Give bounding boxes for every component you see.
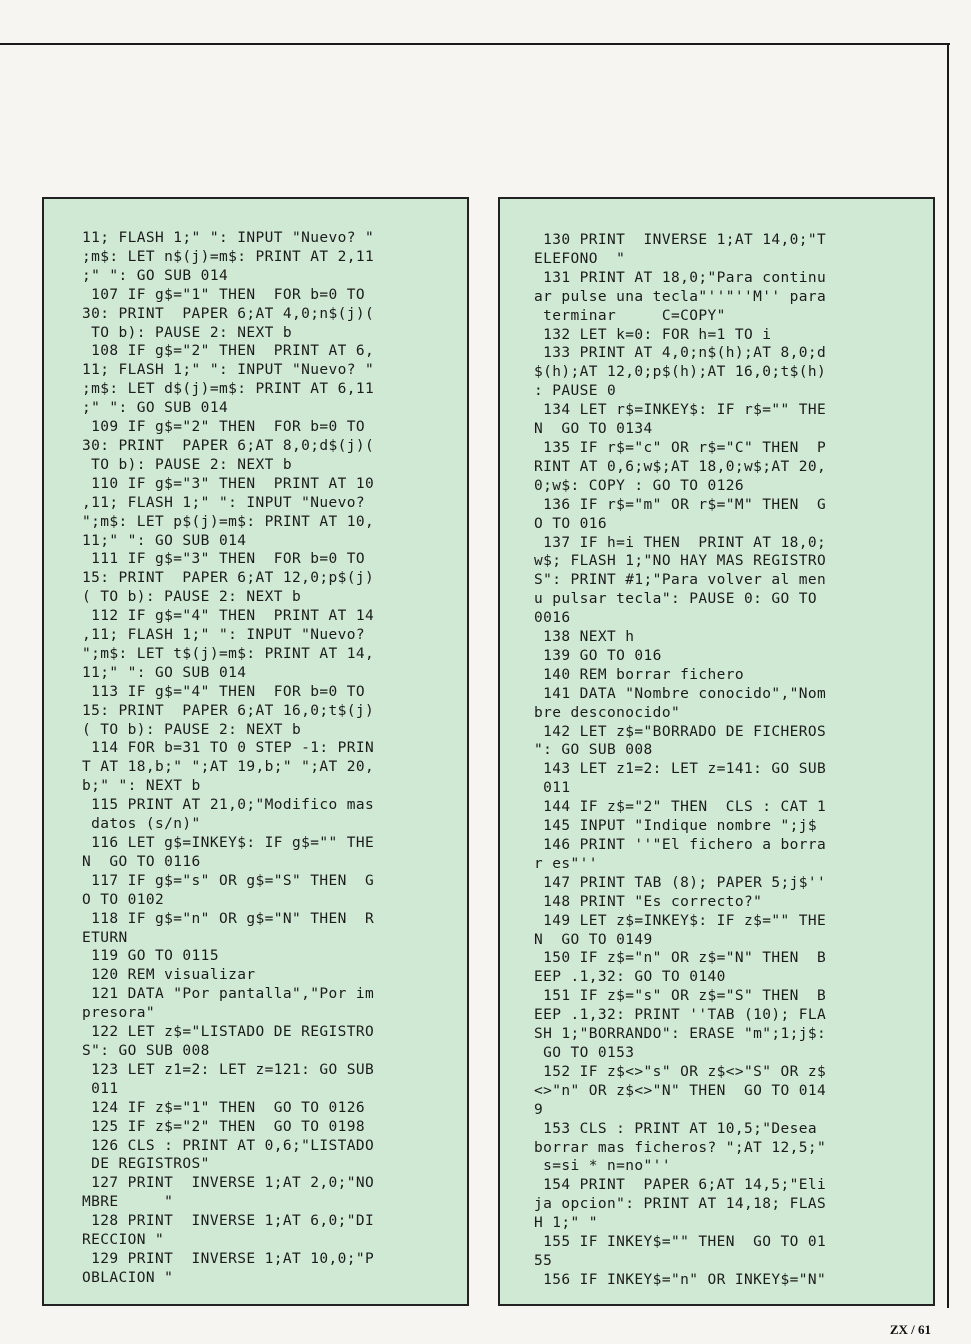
- code-line: 152 IF z$<>"s" OR z$<>"S" OR z$: [534, 1063, 827, 1080]
- code-line: 112 IF g$="4" THEN PRINT AT 14: [82, 608, 375, 625]
- code-line: 122 LET z$="LISTADO DE REGISTRO: [82, 1024, 375, 1041]
- code-line: DE REGISTROS": [82, 1156, 210, 1173]
- code-line: 123 LET z1=2: LET z=121: GO SUB: [82, 1061, 375, 1078]
- code-line: 145 INPUT "Indique nombre ";j$: [534, 818, 818, 835]
- code-line: r es"'': [534, 855, 598, 872]
- code-line: : PAUSE 0: [534, 383, 617, 400]
- code-line: 11;" ": GO SUB 014: [82, 532, 247, 549]
- code-line: RECCION ": [82, 1232, 165, 1249]
- listing-left-column: [42, 197, 469, 1306]
- code-line: borrar mas ficheros? ";AT 12,5;": [534, 1139, 827, 1156]
- code-line: 127 PRINT INVERSE 1;AT 2,0;"NO: [82, 1175, 375, 1192]
- code-line: 154 PRINT PAPER 6;AT 14,5;"Eli: [534, 1177, 827, 1194]
- code-line: N GO TO 0116: [82, 853, 201, 870]
- code-line: 118 IF g$="n" OR g$="N" THEN R: [82, 910, 375, 927]
- code-line: ;" ": GO SUB 014: [82, 267, 229, 284]
- code-line: bre desconocido": [534, 704, 681, 721]
- code-line: 11; FLASH 1;" ": INPUT "Nuevo? ": [82, 362, 375, 379]
- code-line: 113 IF g$="4" THEN FOR b=0 TO: [82, 683, 366, 700]
- code-line: H 1;" ": [534, 1215, 598, 1232]
- code-line: ETURN: [82, 929, 128, 946]
- code-line: 114 FOR b=31 TO 0 STEP -1: PRIN: [82, 740, 375, 757]
- code-line: 131 PRINT AT 18,0;"Para continu: [534, 269, 827, 286]
- top-rule: [0, 43, 950, 45]
- code-line: terminar C=COPY": [534, 307, 726, 324]
- code-line: SH 1;"BORRANDO": ERASE "m";1;j$:: [534, 1026, 827, 1043]
- code-line: 139 GO TO 016: [534, 647, 662, 664]
- code-line: 115 PRINT AT 21,0;"Modifico mas: [82, 797, 375, 814]
- code-line: O TO 016: [534, 515, 608, 532]
- code-line: ": GO SUB 008: [534, 742, 653, 759]
- code-line: w$; FLASH 1;"NO HAY MAS REGISTRO: [534, 553, 827, 570]
- code-line: datos (s/n)": [82, 816, 201, 833]
- code-line: 121 DATA "Por pantalla","Por im: [82, 986, 375, 1003]
- code-line: 138 NEXT h: [534, 629, 635, 646]
- code-line: 109 IF g$="2" THEN FOR b=0 TO: [82, 419, 366, 436]
- right-rule: [947, 43, 949, 1308]
- code-line: <>"n" OR z$<>"N" THEN GO TO 014: [534, 1082, 827, 1099]
- code-line: ;" ": GO SUB 014: [82, 400, 229, 417]
- code-line: 144 IF z$="2" THEN CLS : CAT 1: [534, 799, 827, 816]
- code-line: 30: PRINT PAPER 6;AT 8,0;d$(j)(: [82, 437, 375, 454]
- code-line: T AT 18,b;" ";AT 19,b;" ";AT 20,: [82, 759, 375, 776]
- code-line: 142 LET z$="BORRADO DE FICHEROS: [534, 723, 827, 740]
- code-line: EEP .1,32: GO TO 0140: [534, 969, 726, 986]
- code-line: 135 IF r$="c" OR r$="C" THEN P: [534, 439, 827, 456]
- code-line: ( TO b): PAUSE 2: NEXT b: [82, 589, 302, 606]
- code-line: 137 IF h=i THEN PRINT AT 18,0;: [534, 534, 827, 551]
- code-line: 146 PRINT ''"El fichero a borra: [534, 837, 827, 853]
- code-line: RINT AT 0,6;w$;AT 18,0;w$;AT 20,: [534, 458, 827, 475]
- code-line: 140 REM borrar fichero: [534, 666, 744, 683]
- code-line: 0;w$: COPY : GO TO 0126: [534, 477, 744, 494]
- code-line: 129 PRINT INVERSE 1;AT 10,0;"P: [82, 1250, 375, 1267]
- code-line: 155 IF INKEY$="" THEN GO TO 01: [534, 1234, 827, 1251]
- code-line: 132 LET k=0: FOR h=1 TO i: [534, 326, 772, 343]
- code-line: 11;" ": GO SUB 014: [82, 664, 247, 681]
- code-line: 147 PRINT TAB (8); PAPER 5;j$'': [534, 874, 827, 891]
- code-line: ELEFONO ": [534, 250, 626, 267]
- code-line: 15: PRINT PAPER 6;AT 16,0;t$(j): [82, 702, 375, 719]
- code-line: presora": [82, 1005, 156, 1022]
- code-line: ;m$: LET n$(j)=m$: PRINT AT 2,11: [82, 248, 375, 265]
- code-line: 148 PRINT "Es correcto?": [534, 893, 763, 910]
- code-line: S": PRINT #1;"Para volver al men: [534, 572, 827, 589]
- code-line: 0016: [534, 610, 571, 627]
- code-line: 15: PRINT PAPER 6;AT 12,0;p$(j): [82, 570, 375, 587]
- code-line: 11; FLASH 1;" ": INPUT "Nuevo? ": [82, 230, 375, 246]
- code-line: b;" ": NEXT b: [82, 778, 201, 795]
- code-line: EEP .1,32: PRINT ''TAB (10); FLA: [534, 1007, 827, 1024]
- code-line: 130 PRINT INVERSE 1;AT 14,0;"T: [534, 232, 827, 248]
- code-line: 134 LET r$=INKEY$: IF r$="" THE: [534, 402, 827, 419]
- code-line: 126 CLS : PRINT AT 0,6;"LISTADO: [82, 1137, 375, 1154]
- code-line: TO b): PAUSE 2: NEXT b: [82, 456, 292, 473]
- code-line: 150 IF z$="n" OR z$="N" THEN B: [534, 950, 827, 967]
- code-line: 124 IF z$="1" THEN GO TO 0126: [82, 1099, 366, 1116]
- code-line: TO b): PAUSE 2: NEXT b: [82, 324, 292, 341]
- code-line: 30: PRINT PAPER 6;AT 4,0;n$(j)(: [82, 305, 375, 322]
- code-line: 011: [534, 780, 571, 797]
- code-line: 149 LET z$=INKEY$: IF z$="" THE: [534, 912, 827, 929]
- code-line: MBRE ": [82, 1194, 174, 1211]
- code-line: 116 LET g$=INKEY$: IF g$="" THE: [82, 835, 375, 851]
- code-line: O TO 0102: [82, 891, 165, 908]
- code-line: GO TO 0153: [534, 1044, 635, 1061]
- code-line: ;m$: LET d$(j)=m$: PRINT AT 6,11: [82, 381, 375, 398]
- code-line: S": GO SUB 008: [82, 1042, 210, 1059]
- code-line: 107 IF g$="1" THEN FOR b=0 TO: [82, 286, 366, 303]
- code-line: ,11; FLASH 1;" ": INPUT "Nuevo?: [82, 627, 366, 644]
- code-line: 108 IF g$="2" THEN PRINT AT 6,: [82, 343, 375, 360]
- code-line: 133 PRINT AT 4,0;n$(h);AT 8,0;d: [534, 345, 827, 362]
- code-line: ar pulse una tecla"''"''M'' para: [534, 288, 827, 305]
- listing-right-column: [498, 197, 935, 1306]
- code-line: 141 DATA "Nombre conocido","Nom: [534, 685, 827, 702]
- code-line: u pulsar tecla": PAUSE 0: GO TO: [534, 591, 818, 608]
- code-line: ,11; FLASH 1;" ": INPUT "Nuevo?: [82, 494, 366, 511]
- code-line: ( TO b): PAUSE 2: NEXT b: [82, 721, 302, 738]
- code-line: N GO TO 0149: [534, 931, 653, 948]
- code-line: 120 REM visualizar: [82, 967, 256, 984]
- code-line: 156 IF INKEY$="n" OR INKEY$="N": [534, 1271, 827, 1288]
- code-line: 9: [534, 1101, 544, 1118]
- code-line: $(h);AT 12,0;p$(h);AT 16,0;t$(h): [534, 364, 827, 381]
- code-line: 011: [82, 1080, 119, 1097]
- code-line: 111 IF g$="3" THEN FOR b=0 TO: [82, 551, 366, 568]
- code-line: 110 IF g$="3" THEN PRINT AT 10: [82, 475, 375, 492]
- code-line: ";m$: LET p$(j)=m$: PRINT AT 10,: [82, 513, 375, 530]
- code-line: ja opcion": PRINT AT 14,18; FLAS: [534, 1196, 827, 1213]
- code-line: 153 CLS : PRINT AT 10,5;"Desea: [534, 1120, 818, 1137]
- code-line: ";m$: LET t$(j)=m$: PRINT AT 14,: [82, 645, 375, 662]
- code-line: 143 LET z1=2: LET z=141: GO SUB: [534, 761, 827, 778]
- code-line: 119 GO TO 0115: [82, 948, 219, 965]
- code-line: N GO TO 0134: [534, 421, 653, 438]
- code-line: OBLACION ": [82, 1269, 174, 1286]
- page-folio: ZX / 61: [889, 1322, 931, 1337]
- code-line: 136 IF r$="m" OR r$="M" THEN G: [534, 496, 827, 513]
- code-line: 117 IF g$="s" OR g$="S" THEN G: [82, 872, 375, 889]
- code-line: 125 IF z$="2" THEN GO TO 0198: [82, 1118, 366, 1135]
- code-line: 55: [534, 1252, 553, 1269]
- code-line: s=si * n=no"'': [534, 1158, 671, 1175]
- code-line: 128 PRINT INVERSE 1;AT 6,0;"DI: [82, 1213, 375, 1230]
- code-line: 151 IF z$="s" OR z$="S" THEN B: [534, 988, 827, 1005]
